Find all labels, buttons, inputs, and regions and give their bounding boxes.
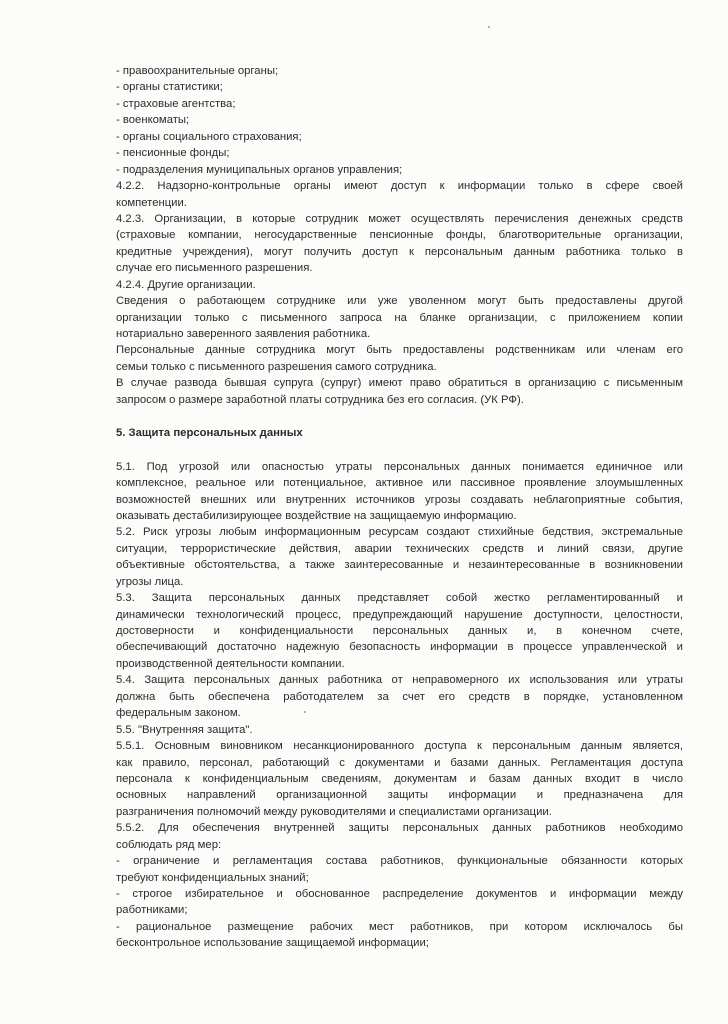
list-item: - пенсионные фонды; (116, 147, 230, 160)
text-line: нотариально заверенного заявления работника. (116, 328, 371, 340)
list-item: - страховые агентства; (116, 97, 236, 110)
list-item: - подразделения муниципальных органов управления; (116, 163, 403, 176)
text-line: 5.1. Под угрозой или опасностью утраты персональных данных понимается единичное или (116, 460, 683, 473)
text-line: случае его письменного разрешения. (116, 262, 313, 275)
text-line: бесконтрольное использование защищаемой информации; (116, 937, 429, 950)
text-line: В случае развода бывшая супруга (супруг) имеют право обратиться в организацию с письменным (116, 377, 683, 390)
text-line: работниками; (116, 904, 188, 917)
text-line: 5.3. Защита персональных данных представляет собой жестко регламентированный и (116, 592, 683, 605)
text-line: (страховые компании, негосударственные пенсионные фонды, благотворительные организации, (116, 229, 683, 242)
text-line: 5.4. Защита персональных данных работника от неправомерного их использования или утраты (116, 674, 683, 687)
text-line: разграничения полномочий между руководителями и специалистами организации. (116, 805, 552, 818)
text-line: 4.2.2. Надзорно-контрольные органы имеют доступ к информации только в сфере своей (116, 180, 683, 193)
text-line: возможностей внешних или внутренних источников угрозы создавать неблагоприятные события, (116, 493, 683, 506)
text-line: объективные обстоятельства, а также заинтересованные и незаинтересованные в возникновении (116, 559, 683, 572)
text-line: достоверности и конфиденциальности персональных данных и, в конечном счете, (116, 625, 683, 637)
paragraph-5-2 (116, 524, 683, 590)
text-line: Сведения о работающем сотруднике или уже уволенном могут быть предоставлены другой (116, 295, 683, 308)
text-line: - ограничение и регламентация состава работников, функциональные обязанности которых (116, 855, 683, 868)
text-line: оказывать дестабилизирующее воздействие на защищаемую информацию. (116, 509, 517, 522)
text-line: - рациональное размещение рабочих мест работников, при котором исключалось бы (116, 920, 683, 933)
paragraph-5-5-1 (116, 738, 683, 820)
text-line: запросом о размере заработной платы сотрудника без его согласия. (УК РФ). (116, 393, 524, 406)
text-line: Персональные данные сотрудника могут быть предоставлены родственникам или членам его (116, 344, 683, 357)
text-line: 5.5.1. Основным виновником несанкционированного доступа к персональным данным является, (116, 740, 683, 753)
text-line: персонала к конфиденциальным сведениям, документам и базам данных входит в число (116, 772, 683, 785)
text-line: 4.2.3. Организации, в которые сотрудник может осуществлять перечисления денежных средств (116, 212, 683, 225)
list-item: - правоохранительные органы; (116, 65, 279, 77)
text-line: ситуации, террористические действия, аварии технических средств и линий связи, другие (116, 542, 683, 555)
paragraph-5-1 (116, 459, 683, 525)
text-line: - строгое избирательное и обоснованное распределение документов и информации между (116, 888, 683, 900)
document-page (116, 63, 683, 952)
text-line: основных направлений организационной защиты информации и предназначена для (116, 789, 683, 802)
text-line: должна быть обеспечена работодателем за счет его средств в порядке, установленном (116, 690, 683, 703)
paragraph-4-2-3 (116, 211, 683, 277)
text-line: производственной деятельности компании. (116, 657, 345, 670)
text-line: как правило, персонал, работающий с документами и базами данных. Регламентация доступа (116, 756, 683, 769)
paragraph-4-2-2 (116, 178, 683, 211)
list-item: - органы статистики; (116, 81, 223, 94)
text-line: соблюдать ряд мер: (116, 838, 222, 851)
paragraph-4-2-4 (116, 277, 683, 409)
list-item: - военкоматы; (116, 114, 190, 127)
text-line: организации только с письменного запроса на бланке организации, с приложением копии (116, 311, 683, 324)
text-line: угрозы лица. (116, 575, 184, 588)
text-line: 4.2.4. Другие организации. (116, 278, 256, 291)
text-line: компетенции. (116, 196, 187, 209)
paragraph-5-3 (116, 590, 683, 672)
text-line: комплексное, реальное или потенциальное, активное или пассивное проявление злоумышленных (116, 477, 683, 490)
text-line: обеспечивающий достаточно надежную безопасность информации в процессе управленческой и (116, 641, 683, 654)
paragraph-5-5-2 (116, 820, 683, 952)
text-line: динамически технологический процесс, предупреждающий нарушение доступности, целостности, (116, 608, 683, 621)
paragraph-5-5: 5.5. "Внутренняя защита". (116, 723, 253, 736)
text-line: федеральным законом. (116, 707, 241, 720)
text-line: семьи только с письменного разрешения самого сотрудника. (116, 360, 437, 373)
text-line: 5.2. Риск угрозы любым информационным ресурсам создают стихийные бедствия, экстремальные (116, 526, 683, 539)
section-gap (116, 408, 683, 425)
scan-speck (488, 26, 490, 28)
text-line: требуют конфиденциальных знаний; (116, 871, 309, 884)
section-heading: 5. Защита персональных данных (116, 427, 303, 440)
text-line: 5.5.2. Для обеспечения внутренней защиты персональных данных работников необходимо (116, 822, 683, 835)
text-line: кредитные учреждения), могут получить доступ к персональным данным работника только в (116, 245, 683, 258)
section-gap (116, 442, 683, 459)
org-list (116, 63, 683, 178)
paragraph-5-4 (116, 672, 683, 721)
list-item: - органы социального страхования; (116, 130, 302, 143)
